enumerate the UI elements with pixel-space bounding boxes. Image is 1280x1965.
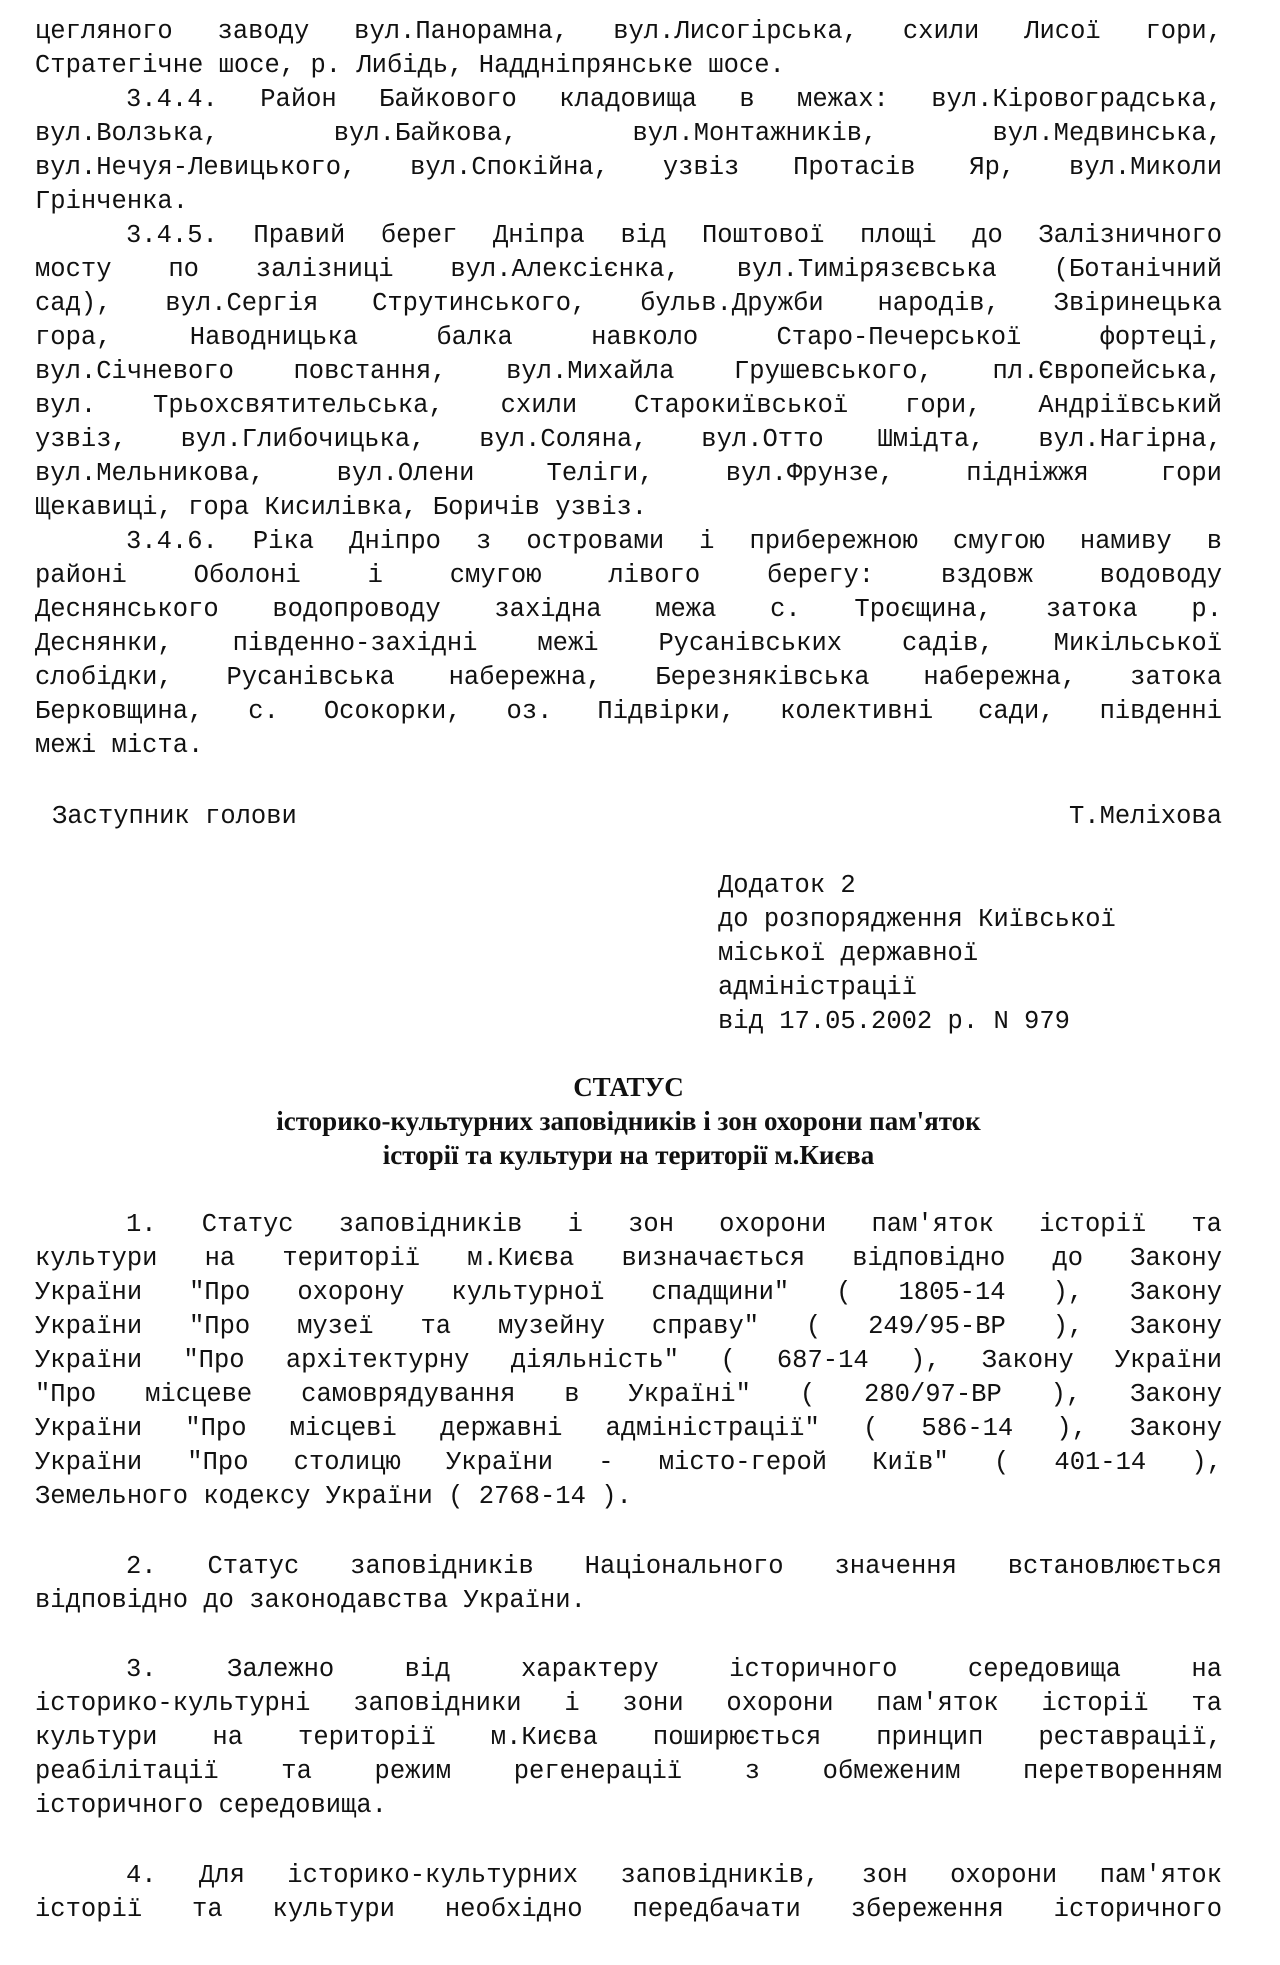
text-line: історії та культури необхідно передбачати збереження історичного — [35, 1895, 1222, 1924]
appendix-line: адміністрації — [718, 973, 917, 1002]
clause-3-4-5: 3.4.5. Правий берег Дніпра від Поштової площі до Залізничного — [126, 221, 1222, 250]
appendix-date: від 17.05.2002 р. N 979 — [718, 1007, 1070, 1036]
text-line: України "Про столицю України - місто-герой Київ" ( 401-14 ), — [35, 1448, 1222, 1477]
text-line: Щекавиці, гора Кисилівка, Боричів узвіз. — [35, 493, 648, 522]
text-line: районі Оболоні і смугою лівого берегу: вздовж водоводу — [35, 561, 1222, 590]
appendix-line: до розпорядження Київської — [718, 905, 1116, 934]
text-line: "Про місцеве самоврядування в Україні" ( 280/97-ВР ), Закону — [35, 1380, 1222, 1409]
paragraph-1: 1. Статус заповідників і зон охорони пам'яток історії та — [126, 1210, 1222, 1239]
text-line: Деснянки, південно-західні межі Русанівських садів, Микільської — [35, 629, 1222, 658]
text-line: вул.Мельникова, вул.Олени Теліги, вул.Фрунзе, підніжжя гори — [35, 459, 1222, 488]
text-line: України "Про музеї та музейну справу" ( 249/95-ВР ), Закону — [35, 1312, 1222, 1341]
text-line: відповідно до законодавства України. — [35, 1586, 586, 1615]
appendix-line: міської державної — [718, 939, 979, 968]
text-line: вул.Січневого повстання, вул.Михайла Грушевського, пл.Європейська, — [35, 357, 1222, 386]
text-line: вул.Нечуя-Левицького, вул.Спокійна, узвіз Протасів Яр, вул.Миколи — [35, 153, 1222, 182]
text-line: Грінченка. — [35, 187, 189, 216]
appendix-number: Додаток 2 — [718, 871, 856, 900]
text-line: Деснянського водопроводу західна межа с. Троєщина, затока р. — [35, 595, 1222, 624]
document-title: СТАТУС — [573, 1072, 684, 1102]
document-subtitle: історії та культури на території м.Києва — [382, 1140, 875, 1170]
paragraph-2: 2. Статус заповідників Національного значення встановлюється — [126, 1552, 1222, 1581]
clause-3-4-4: 3.4.4. Район Байкового кладовища в межах: вул.Кіровоградська, — [126, 85, 1222, 114]
text-line: історичного середовища. — [35, 1791, 387, 1820]
paragraph-4: 4. Для історико-культурних заповідників, зон охорони пам'яток — [126, 1861, 1222, 1890]
text-line: Стратегічне шосе, р. Либідь, Наддніпрянське шосе. — [35, 51, 785, 80]
paragraph-3: 3. Залежно від характеру історичного середовища на — [126, 1655, 1222, 1684]
text-line: вул.Волзька, вул.Байкова, вул.Монтажників, вул.Медвинська, — [35, 119, 1222, 148]
text-line: слобідки, Русанівська набережна, Березняківська набережна, затока — [35, 663, 1222, 692]
text-line: гора, Наводницька балка навколо Старо-Печерської фортеці, — [35, 323, 1222, 352]
clause-3-4-6: 3.4.6. Ріка Дніпро з островами і прибережною смугою намиву в — [126, 527, 1222, 556]
signature-name: Т.Меліхова — [1068, 802, 1222, 831]
signature-position: Заступник голови — [52, 802, 297, 831]
text-line: сад), вул.Сергія Струтинського, бульв.Дружби народів, Звіринецька — [35, 289, 1222, 318]
text-line: України "Про архітектурну діяльність" ( 687-14 ), Закону України — [35, 1346, 1222, 1375]
text-line: історико-культурні заповідники і зони охорони пам'яток історії та — [35, 1689, 1222, 1718]
text-line: культури на території м.Києва поширюється принцип реставрації, — [35, 1723, 1222, 1752]
text-line: культури на території м.Києва визначається відповідно до Закону — [35, 1244, 1222, 1273]
text-line: цегляного заводу вул.Панорамна, вул.Лисогірська, схили Лисої гори, — [35, 17, 1222, 46]
text-line: Земельного кодексу України ( 2768-14 ). — [35, 1482, 632, 1511]
text-line: Берковщина, с. Осокорки, оз. Підвірки, колективні сади, південні — [35, 697, 1222, 726]
text-line: вул. Трьохсвятительська, схили Старокиївської гори, Андріївський — [35, 391, 1222, 420]
text-line: реабілітації та режим регенерації з обмеженим перетворенням — [35, 1757, 1222, 1786]
document-subtitle: історико-культурних заповідників і зон охорони пам'яток — [276, 1106, 981, 1136]
text-line: узвіз, вул.Глибочицька, вул.Соляна, вул.Отто Шмідта, вул.Нагірна, — [35, 425, 1222, 454]
text-line: України "Про охорону культурної спадщини" ( 1805-14 ), Закону — [35, 1278, 1222, 1307]
text-line: межі міста. — [35, 731, 204, 760]
text-line: України "Про місцеві державні адміністрації" ( 586-14 ), Закону — [35, 1414, 1222, 1443]
text-line: мосту по залізниці вул.Алексієнка, вул.Тимірязєвська (Ботанічний — [35, 255, 1222, 284]
